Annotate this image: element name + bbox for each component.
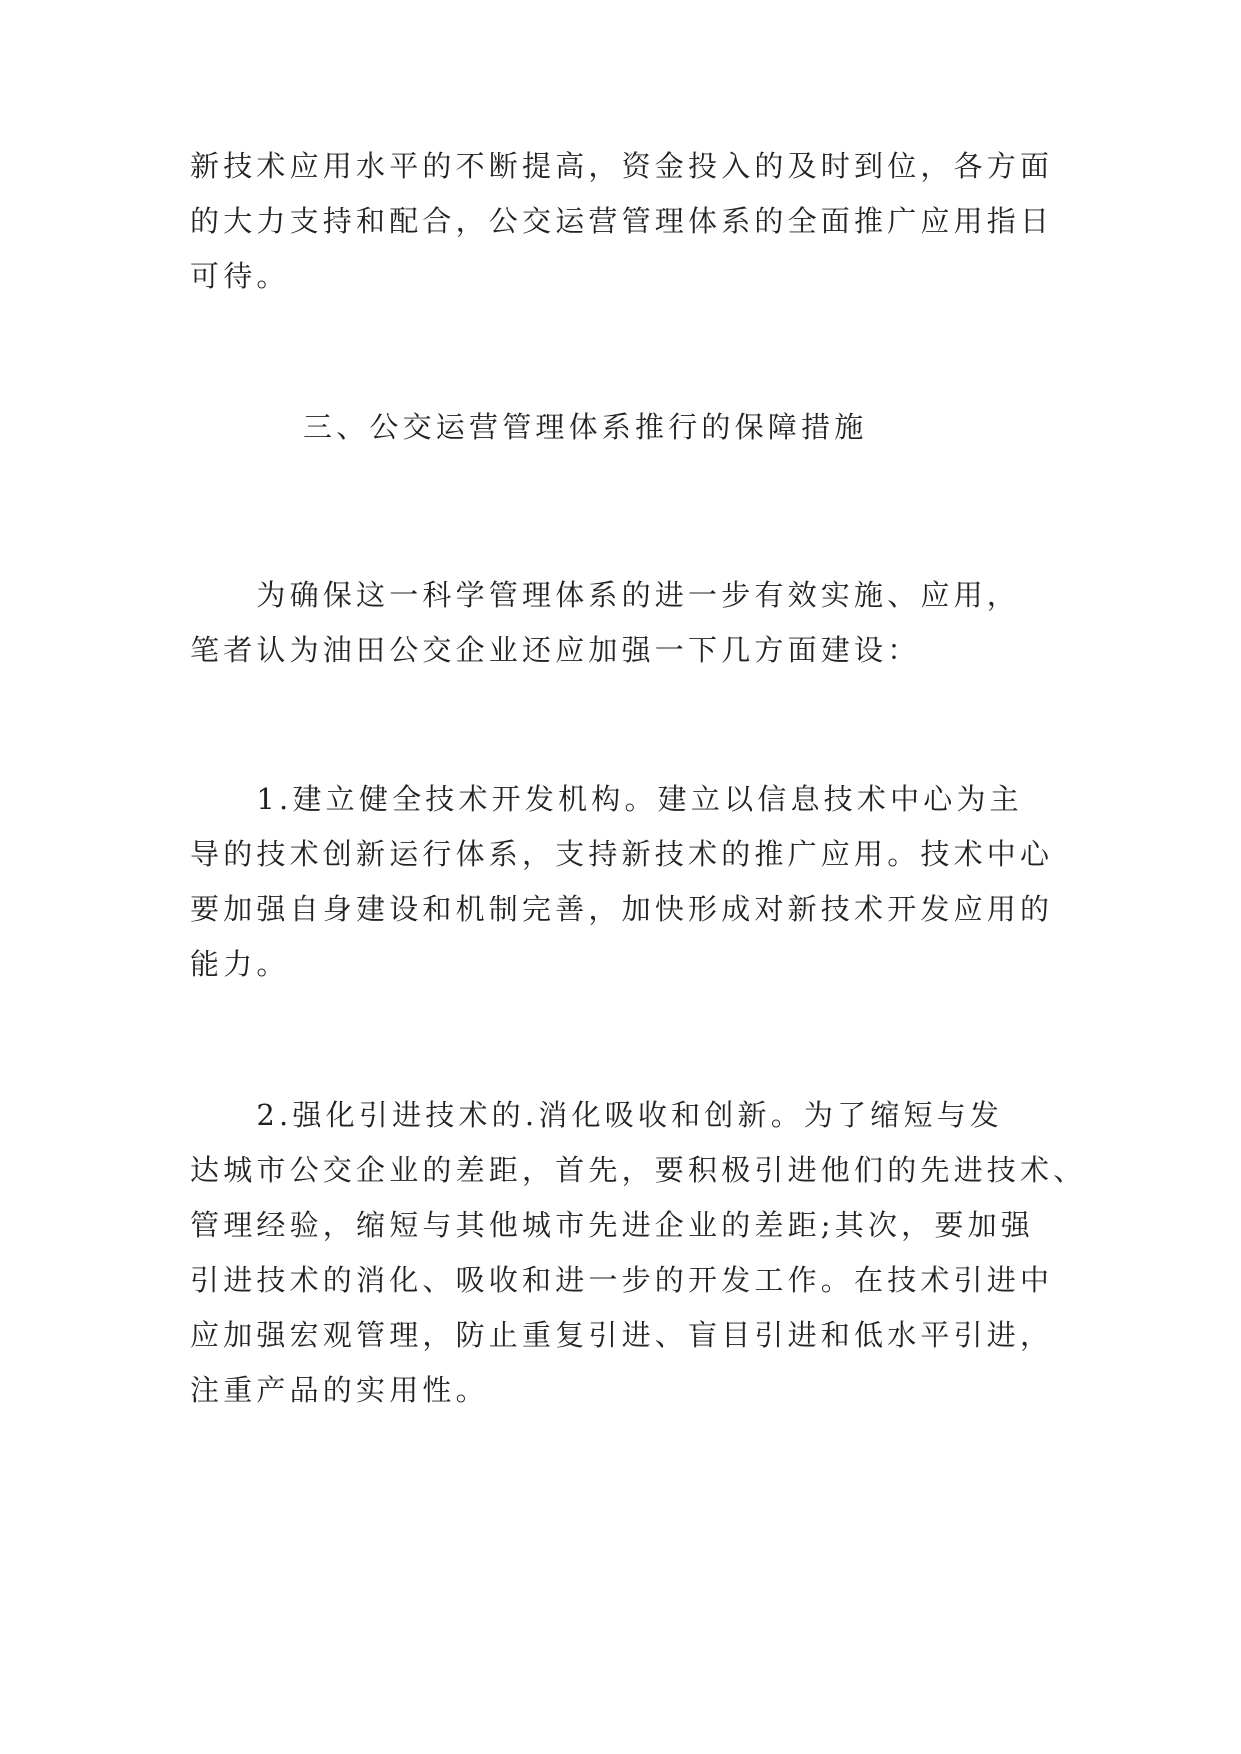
paragraph-item-2 [190,1088,1087,1418]
text-line: 2.强化引进技术的.消化吸收和创新。为了缩短与发 [190,1098,1004,1132]
text-line: 要加强自身建设和机制完善，加快形成对新技术开发应用的 [190,892,1054,926]
text-line: 应加强宏观管理，防止重复引进、盲目引进和低水平引进， [190,1318,1054,1352]
text-line: 1.建立健全技术开发机构。建立以信息技术中心为主 [190,782,1023,816]
text-line: 为确保这一科学管理体系的进一步有效实施、应用， [190,578,1021,612]
heading-text: 三、公交运营管理体系推行的保障措施 [303,410,868,444]
text-line: 能力。 [190,947,290,981]
text-line: 笔者认为油田公交企业还应加强一下几方面建设： [190,633,921,667]
text-line: 达城市公交企业的差距，首先，要积极引进他们的先进技术、 [190,1153,1087,1187]
text-line: 引进技术的消化、吸收和进一步的开发工作。在技术引进中 [190,1263,1054,1297]
section-heading [303,400,1163,455]
text-line: 管理经验，缩短与其他城市先进企业的差距;其次，要加强 [190,1208,1034,1242]
paragraph-item-1 [190,772,1054,992]
text-line: 新技术应用水平的不断提高，资金投入的及时到位，各方面 [190,149,1054,183]
text-line: 的大力支持和配合，公交运营管理体系的全面推广应用指日 [190,204,1054,238]
text-line: 可待。 [190,259,290,293]
text-line: 导的技术创新运行体系，支持新技术的推广应用。技术中心 [190,837,1054,871]
paragraph-intro [190,139,1054,304]
text-line: 注重产品的实用性。 [190,1373,489,1407]
paragraph-measures-intro [190,568,1050,678]
